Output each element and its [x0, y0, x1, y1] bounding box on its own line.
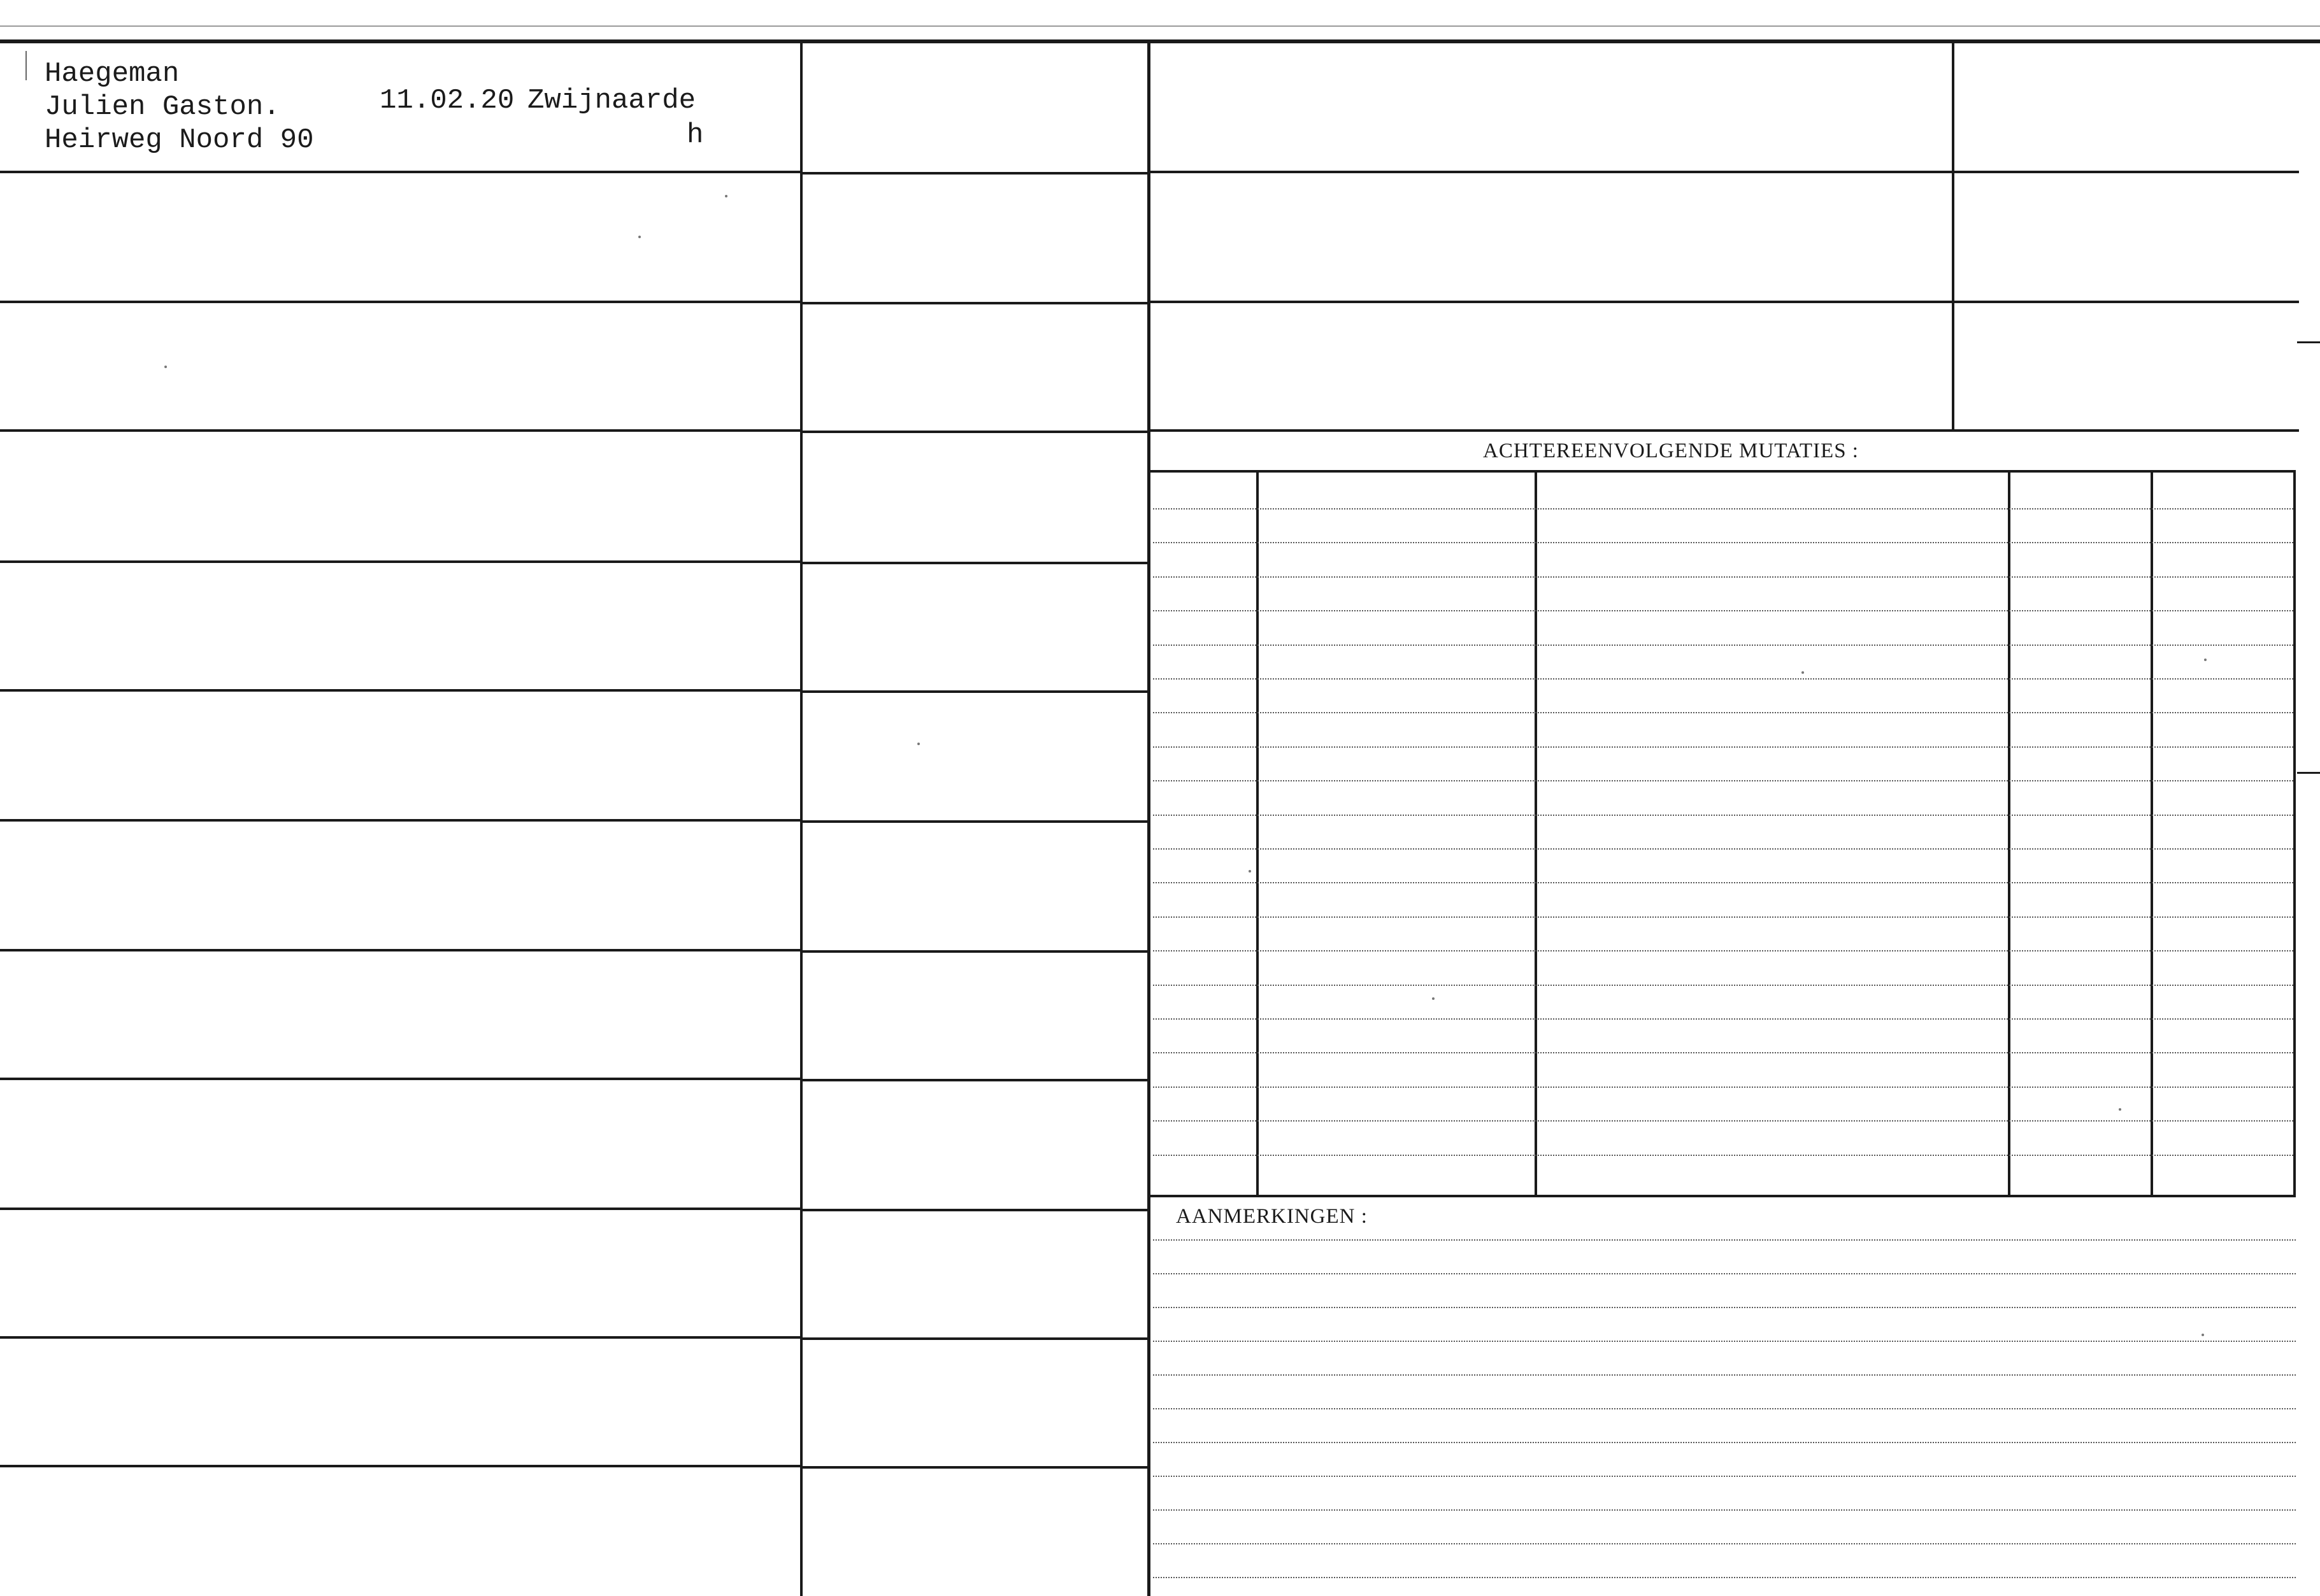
mutation-dotted-line	[1153, 746, 2293, 748]
mutation-dotted-line	[1153, 950, 2293, 951]
birth-date-text: 11.02.20	[380, 85, 515, 117]
scan-speck	[917, 743, 920, 745]
mutation-dotted-line	[1153, 1120, 2293, 1122]
remark-dotted-line	[1153, 1273, 2296, 1274]
remark-dotted-line	[1153, 1577, 2296, 1578]
middle-row-line	[803, 1466, 1147, 1469]
mutation-dotted-line	[1153, 1052, 2293, 1053]
remark-dotted-line	[1153, 1476, 2296, 1477]
top-edge-faint	[0, 25, 2320, 27]
left-row-line	[0, 560, 800, 563]
mutation-dotted-line	[1153, 712, 2293, 713]
mutation-dotted-line	[1153, 882, 2293, 883]
mutation-dotted-line	[1153, 985, 2293, 986]
middle-row-line	[803, 1079, 1147, 1081]
left-row-line	[0, 689, 800, 692]
mutation-dotted-line	[1153, 780, 2293, 781]
middle-row-line	[803, 431, 1147, 433]
mutation-dotted-line	[1153, 610, 2293, 611]
birth-place-text: Zwijnaarde	[527, 85, 696, 117]
left-margin-mark	[25, 51, 27, 80]
mark-text: h	[687, 119, 704, 151]
right-row-line-1	[1150, 171, 2299, 173]
left-row-line	[0, 819, 800, 822]
remark-dotted-line	[1153, 1307, 2296, 1308]
mutation-dotted-line	[1153, 916, 2293, 918]
mutations-heading: ACHTEREENVOLGENDE MUTATIES :	[1483, 439, 1859, 462]
mutation-dotted-line	[1153, 576, 2293, 578]
middle-row-line	[803, 820, 1147, 823]
left-row-line	[0, 171, 800, 173]
remark-dotted-line	[1153, 1239, 2296, 1241]
mutations-top-line	[1150, 470, 2296, 473]
left-row-line	[0, 1078, 800, 1080]
middle-row-line	[803, 1209, 1147, 1211]
mutation-dotted-line	[1153, 815, 2293, 816]
middle-column-separator	[1147, 43, 1150, 1596]
remark-dotted-line	[1153, 1341, 2296, 1342]
remark-dotted-line	[1153, 1442, 2296, 1443]
mutations-bottom-line	[1150, 1195, 2296, 1197]
remark-dotted-line	[1153, 1543, 2296, 1544]
mutation-dotted-line	[1153, 1087, 2293, 1088]
mutations-right-edge	[2293, 473, 2296, 1195]
left-row-line	[0, 1208, 800, 1210]
scan-speck	[1432, 997, 1435, 1000]
remark-dotted-line	[1153, 1408, 2296, 1409]
scan-speck	[638, 236, 641, 238]
scan-speck	[2119, 1108, 2121, 1111]
given-names-text: Julien Gaston.	[45, 91, 280, 123]
middle-row-line	[803, 690, 1147, 693]
scan-speck	[1801, 671, 1804, 674]
top-border	[0, 39, 2320, 43]
mutation-dotted-line	[1153, 645, 2293, 646]
remark-dotted-line	[1153, 1509, 2296, 1511]
mutation-dotted-line	[1153, 508, 2293, 509]
scan-speck	[725, 195, 727, 197]
scan-speck	[1249, 870, 1251, 873]
middle-row-line	[803, 172, 1147, 175]
middle-row-line	[803, 950, 1147, 953]
remarks-heading: AANMERKINGEN :	[1176, 1205, 1368, 1228]
mutation-dotted-line	[1153, 1155, 2293, 1156]
left-row-line	[0, 949, 800, 951]
right-upper-separator	[1952, 43, 1954, 429]
mutation-dotted-line	[1153, 848, 2293, 850]
remark-dotted-line	[1153, 1374, 2296, 1376]
mutation-dotted-line	[1153, 678, 2293, 680]
scan-speck	[2204, 659, 2207, 661]
right-row-line-3	[1150, 429, 2299, 432]
right-row-line-2	[1150, 301, 2299, 303]
edge-mark-1	[2297, 341, 2320, 343]
middle-row-line	[803, 1337, 1147, 1340]
left-row-line	[0, 1336, 800, 1339]
middle-row-line	[803, 562, 1147, 564]
left-row-line	[0, 301, 800, 303]
address-text: Heirweg Noord 90	[45, 124, 314, 156]
left-column-separator	[800, 43, 803, 1596]
left-row-line	[0, 429, 800, 432]
surname-text: Haegeman	[45, 58, 180, 90]
mutation-dotted-line	[1153, 1018, 2293, 1020]
mutation-dotted-line	[1153, 542, 2293, 543]
scan-speck	[2202, 1334, 2204, 1336]
middle-row-line	[803, 302, 1147, 304]
scan-speck	[164, 366, 167, 368]
edge-mark-2	[2297, 772, 2320, 774]
left-row-line	[0, 1465, 800, 1467]
